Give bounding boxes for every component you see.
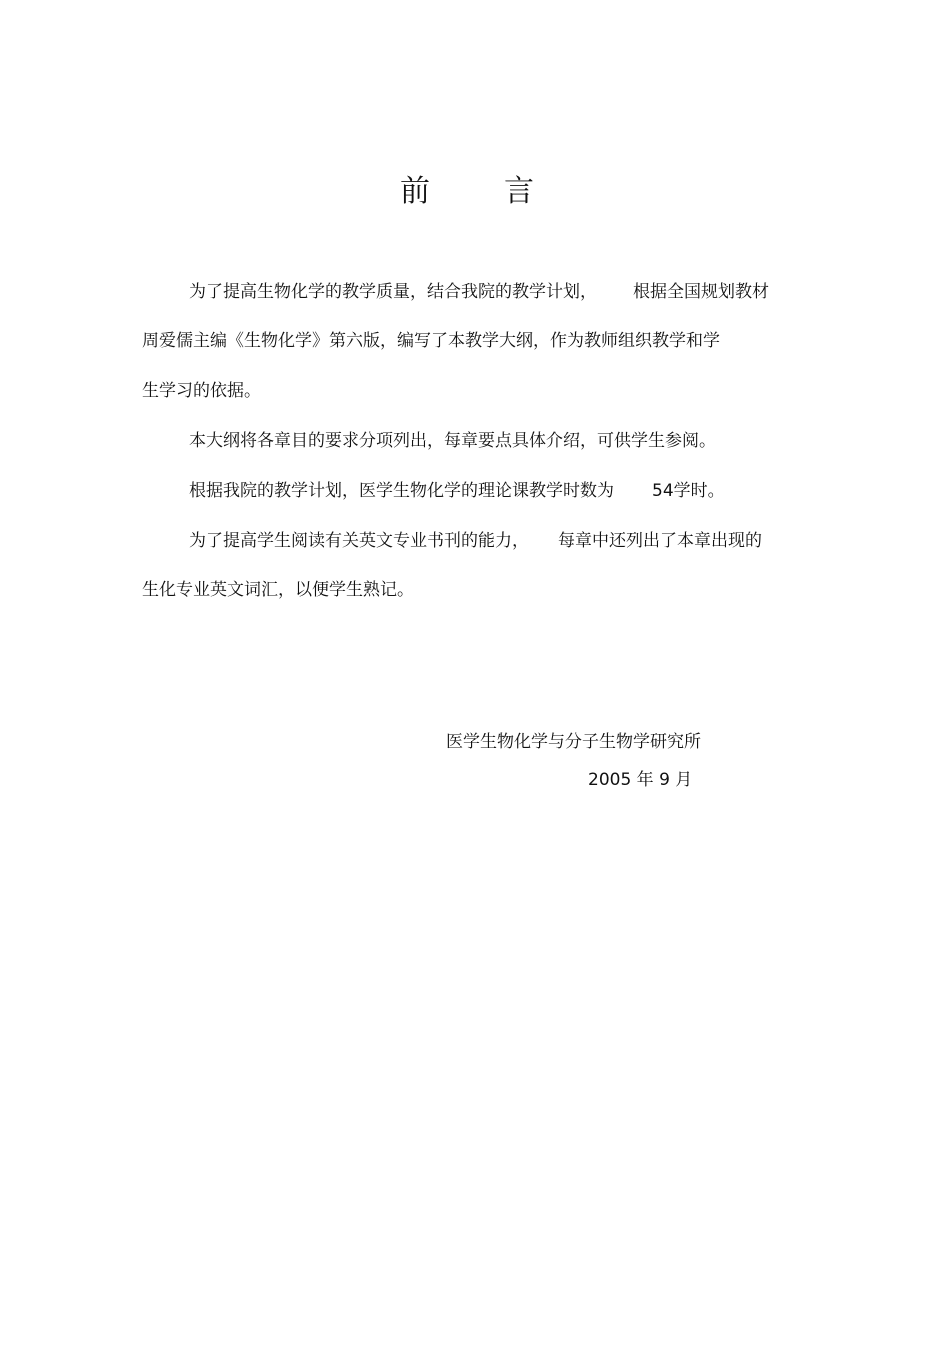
paragraph-1-line-1 [189, 280, 769, 304]
paragraph-4-line-1 [189, 529, 762, 553]
paragraph-4-text-a: 为了提高学生阅读有关英文专业书刊的能力， [189, 531, 529, 551]
paragraph-4-line-2: 生化专业英文词汇，以便学生熟记。 [142, 580, 414, 600]
signature-date: 2005 年 9 月 [588, 770, 693, 790]
paragraph-1-line-2: 周爱儒主编《生物化学》第六版，编写了本教学大纲，作为教师组织教学和学 [142, 331, 720, 351]
title-char-2: 言 [504, 174, 534, 209]
title-char-1: 前 [400, 174, 430, 209]
paragraph-1-text-b: 根据全国规划教材 [633, 282, 769, 302]
paragraph-3 [189, 479, 725, 503]
paragraph-4-text-b: 每章中还列出了本章出现的 [558, 531, 762, 551]
paragraph-1-text-a: 为了提高生物化学的教学质量，结合我院的教学计划， [189, 282, 597, 302]
page-title [400, 172, 534, 212]
paragraph-3-text-a: 根据我院的教学计划，医学生物化学的理论课教学时数为 [189, 481, 614, 501]
paragraph-1-line-3: 生学习的依据。 [142, 381, 261, 401]
paragraph-3-text-b: 54学时。 [652, 481, 725, 501]
paragraph-2: 本大纲将各章目的要求分项列出，每章要点具体介绍，可供学生参阅。 [189, 431, 716, 451]
signature-institute: 医学生物化学与分子生物学研究所 [446, 732, 701, 752]
